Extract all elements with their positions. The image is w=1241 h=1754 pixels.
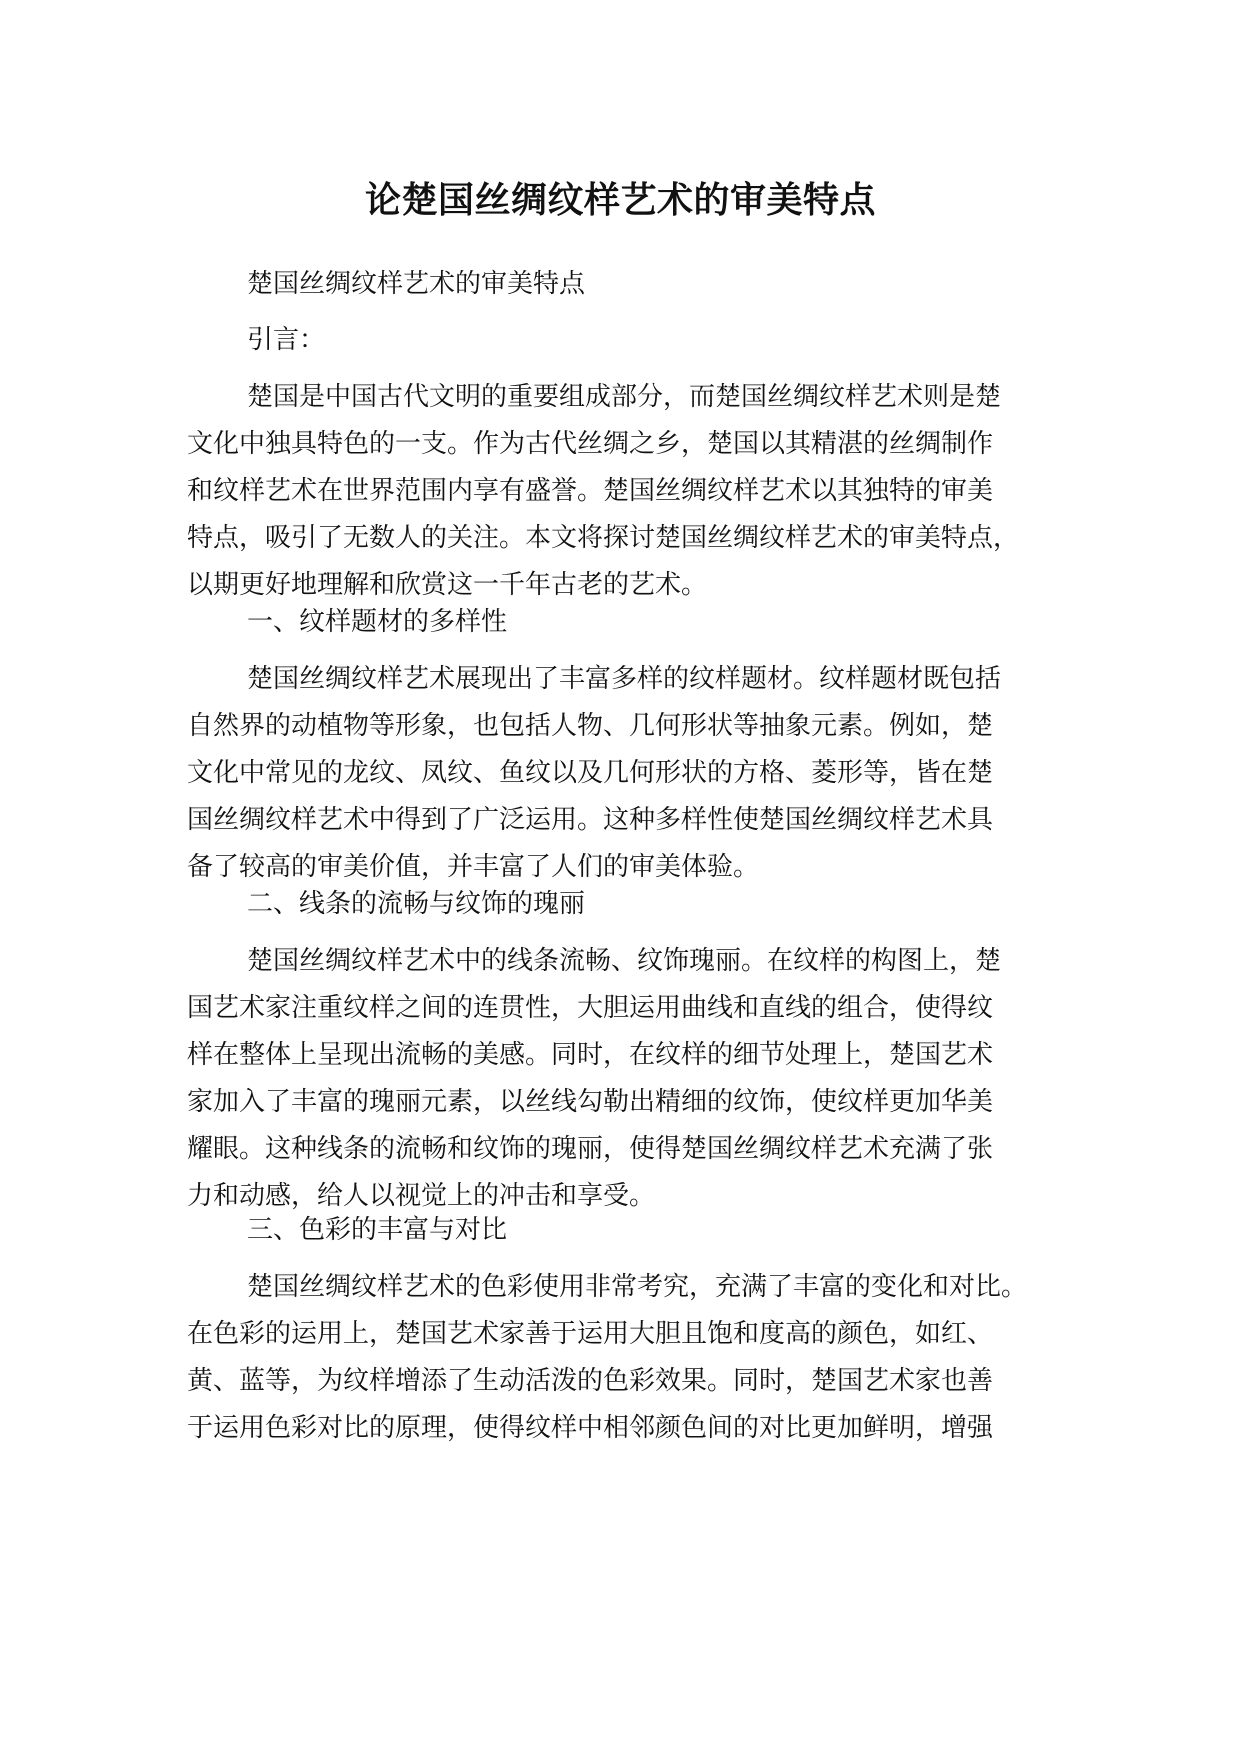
paragraph-line: 楚国丝绸纹样艺术展现出了丰富多样的纹样题材。纹样题材既包括	[247, 664, 1002, 694]
paragraph-line: 力和动感，给人以视觉上的冲击和享受。	[187, 1181, 656, 1211]
paragraph-line: 楚国丝绸纹样艺术的色彩使用非常考究，充满了丰富的变化和对比。	[247, 1272, 1028, 1302]
subtitle: 楚国丝绸纹样艺术的审美特点	[247, 269, 586, 299]
intro-paragraph	[187, 374, 1107, 609]
section-heading-1: 一、纹样题材的多样性	[247, 607, 508, 637]
paragraph-line: 自然界的动植物等形象，也包括人物、几何形状等抽象元素。例如，楚	[187, 711, 994, 741]
paragraph-line: 在色彩的运用上，楚国艺术家善于运用大胆且饱和度高的颜色，如红、	[187, 1319, 994, 1349]
document-title: 论楚国丝绸纹样艺术的审美特点	[364, 180, 876, 221]
paragraph-line: 耀眼。这种线条的流畅和纹饰的瑰丽，使得楚国丝绸纹样艺术充满了张	[187, 1134, 994, 1164]
paragraph-line: 文化中独具特色的一支。作为古代丝绸之乡，楚国以其精湛的丝绸制作	[187, 429, 994, 459]
paragraph-line: 国艺术家注重纹样之间的连贯性，大胆运用曲线和直线的组合，使得纹	[187, 993, 994, 1023]
paragraph-line: 楚国丝绸纹样艺术中的线条流畅、纹饰瑰丽。在纹样的构图上，楚	[247, 946, 1002, 976]
paragraph-line: 黄、蓝等，为纹样增添了生动活泼的色彩效果。同时，楚国艺术家也善	[187, 1366, 994, 1396]
paragraph-line: 以期更好地理解和欣赏这一千年古老的艺术。	[187, 570, 708, 600]
paragraph-line: 于运用色彩对比的原理，使得纹样中相邻颜色间的对比更加鲜明，增强	[187, 1413, 994, 1443]
section-paragraph-3	[187, 1264, 1107, 1452]
paragraph-line: 样在整体上呈现出流畅的美感。同时，在纹样的细节处理上，楚国艺术	[187, 1040, 994, 1070]
section-paragraph-1	[187, 656, 1107, 891]
paragraph-line: 文化中常见的龙纹、凤纹、鱼纹以及几何形状的方格、菱形等，皆在楚	[187, 758, 994, 788]
section-heading-2: 二、线条的流畅与纹饰的瑰丽	[247, 889, 586, 919]
section-paragraph-2	[187, 938, 1107, 1220]
paragraph-line: 备了较高的审美价值，并丰富了人们的审美体验。	[187, 852, 760, 882]
paragraph-line: 家加入了丰富的瑰丽元素，以丝线勾勒出精细的纹饰，使纹样更加华美	[187, 1087, 994, 1117]
paragraph-line: 特点，吸引了无数人的关注。本文将探讨楚国丝绸纹样艺术的审美特点，	[187, 523, 1020, 553]
paragraph-line: 楚国是中国古代文明的重要组成部分，而楚国丝绸纹样艺术则是楚	[247, 382, 1002, 412]
section-heading-3: 三、色彩的丰富与对比	[247, 1215, 508, 1245]
paragraph-line: 和纹样艺术在世界范围内享有盛誉。楚国丝绸纹样艺术以其独特的审美	[187, 476, 994, 506]
intro-label: 引言：	[247, 325, 326, 355]
paragraph-line: 国丝绸纹样艺术中得到了广泛运用。这种多样性使楚国丝绸纹样艺术具	[187, 805, 994, 835]
